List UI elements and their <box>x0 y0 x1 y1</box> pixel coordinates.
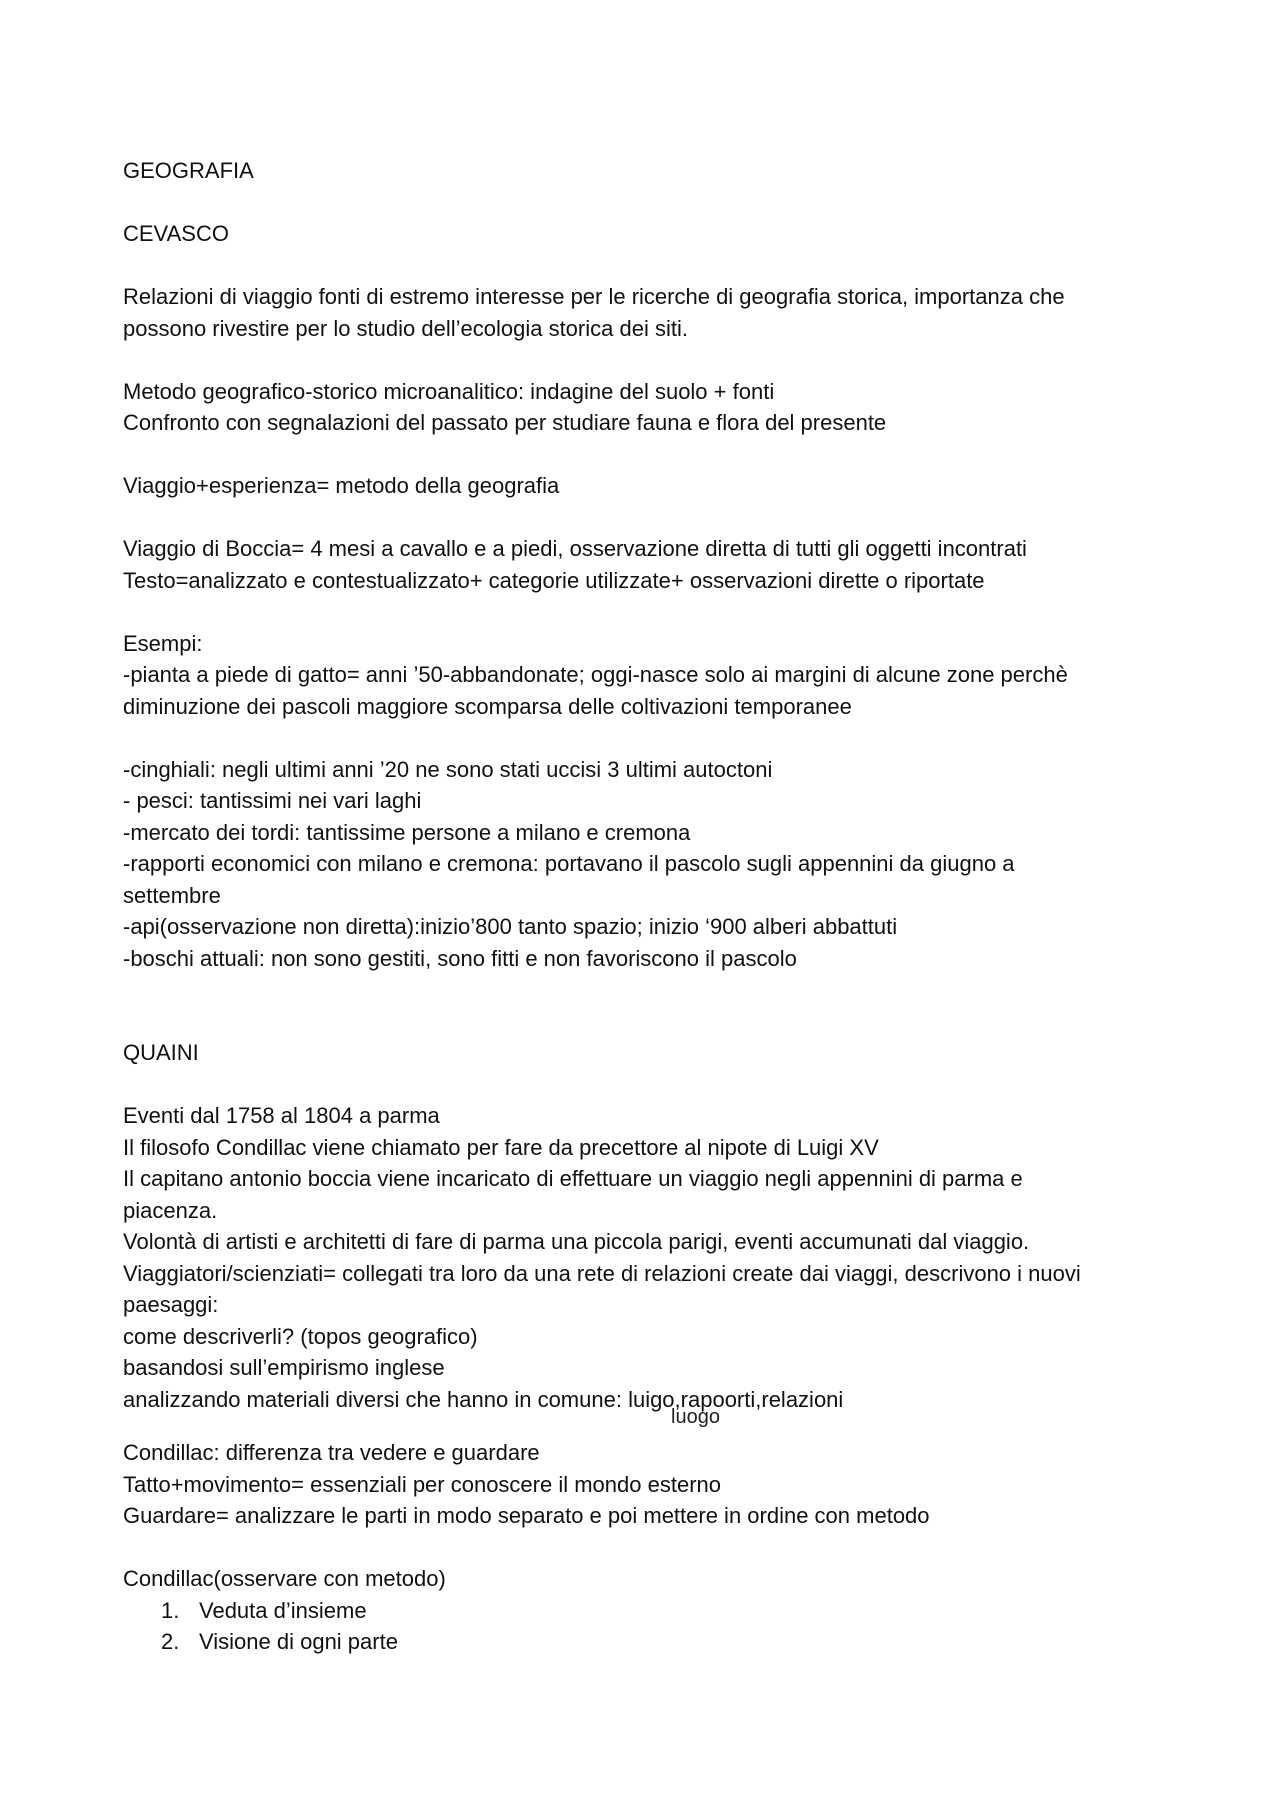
spacer <box>123 974 1183 1037</box>
spacer <box>123 187 1183 219</box>
paragraph-line: Viaggio di Boccia= 4 mesi a cavallo e a piedi, osservazione diretta di tutti gli oggetti incontrati <box>123 536 1027 561</box>
example-line: -pianta a piede di gatto= anni ’50-abbandonate; oggi-nasce solo ai margini di alcune zone perchè <box>123 662 1068 687</box>
spacer <box>123 722 1183 754</box>
step-number: 2. <box>161 1629 180 1654</box>
paragraph-line: Il filosofo Condillac viene chiamato per fare da precettore al nipote di Luigi XV <box>123 1134 879 1160</box>
paragraph-line: Volontà di artisti e architetti di fare di parma una piccola parigi, eventi accumunati dal viaggio. <box>123 1229 1030 1254</box>
document-body <box>123 155 1183 1658</box>
paragraph-line: Testo=analizzato e contestualizzato+ categorie utilizzate+ osservazioni dirette o riportate <box>123 567 985 593</box>
document-title: GEOGRAFIA <box>123 158 254 183</box>
paragraph-line: basandosi sull’empirismo inglese <box>123 1355 445 1380</box>
spacer <box>123 1069 1183 1101</box>
example-line: -cinghiali: negli ultimi anni ’20 ne sono stati uccisi 3 ultimi autoctoni <box>123 756 773 782</box>
method-step <box>161 1595 1183 1627</box>
method-title: Condillac(osservare con metodo) <box>123 1566 446 1591</box>
spacer <box>123 596 1183 628</box>
paragraph-line: Eventi dal 1758 al 1804 a parma <box>123 1103 440 1128</box>
paragraph-line: Tatto+movimento= essenziali per conoscere il mondo esterno <box>123 1471 721 1497</box>
paragraph-line: Confronto con segnalazioni del passato per studiare fauna e flora del presente <box>123 410 887 435</box>
example-line: settembre <box>123 882 221 908</box>
handwritten-correction <box>123 1406 1183 1428</box>
section-heading-cevasco: CEVASCO <box>123 221 229 246</box>
step-number: 1. <box>161 1597 180 1623</box>
paragraph-line: Relazioni di viaggio fonti di estremo interesse per le ricerche di geografia storica, importanza che <box>123 284 1065 309</box>
section-heading-quaini: QUAINI <box>123 1040 199 1065</box>
method-step <box>161 1626 1183 1658</box>
paragraph-line: Viaggio+esperienza= metodo della geografia <box>123 473 560 498</box>
paragraph-line: paesaggi: <box>123 1292 219 1317</box>
paragraph-line: analizzando materiali diversi che hanno in comune: luigo,rapoorti,relazioni <box>123 1386 844 1412</box>
paragraph-line: piacenza. <box>123 1197 218 1223</box>
example-line: - pesci: tantissimi nei vari laghi <box>123 788 422 813</box>
paragraph-line: Il capitano antonio boccia viene incaricato di effettuare un viaggio negli appennini di parma e <box>123 1166 1023 1191</box>
paragraph-line: possono rivestire per lo studio dell’ecologia storica dei siti. <box>123 315 688 341</box>
example-line: -mercato dei tordi: tantissime persone a milano e cremona <box>123 819 691 845</box>
spacer <box>123 250 1183 282</box>
example-line: -boschi attuali: non sono gestiti, sono fitti e non favoriscono il pascolo <box>123 945 797 971</box>
spacer <box>123 1532 1183 1564</box>
paragraph-line: come descriverli? (topos geografico) <box>123 1323 478 1349</box>
method-steps-list <box>123 1595 1183 1658</box>
paragraph-line: Condillac: differenza tra vedere e guardare <box>123 1440 540 1465</box>
examples-label: Esempi: <box>123 630 203 656</box>
step-text: Visione di ogni parte <box>199 1629 398 1654</box>
spacer <box>123 439 1183 471</box>
paragraph-line: Guardare= analizzare le parti in modo separato e poi mettere in ordine con metodo <box>123 1503 930 1528</box>
paragraph-line: Viaggiatori/scienziati= collegati tra loro da una rete di relazioni create dai viaggi, descrivono i nuovi <box>123 1260 1081 1286</box>
example-line: -api(osservazione non diretta):inizio’800 tanto spazio; inizio ‘900 alberi abbattuti <box>123 914 898 939</box>
spacer <box>123 502 1183 534</box>
example-line: -rapporti economici con milano e cremona: portavano il pascolo sugli appennini da giugno a <box>123 851 1015 876</box>
step-text: Veduta d’insieme <box>199 1597 367 1623</box>
paragraph-line: Metodo geografico-storico microanalitico: indagine del suolo + fonti <box>123 378 775 404</box>
handwritten-correction-text: luogo <box>671 1406 720 1428</box>
spacer <box>123 344 1183 376</box>
example-line: diminuzione dei pascoli maggiore scomparsa delle coltivazioni temporanee <box>123 693 852 719</box>
